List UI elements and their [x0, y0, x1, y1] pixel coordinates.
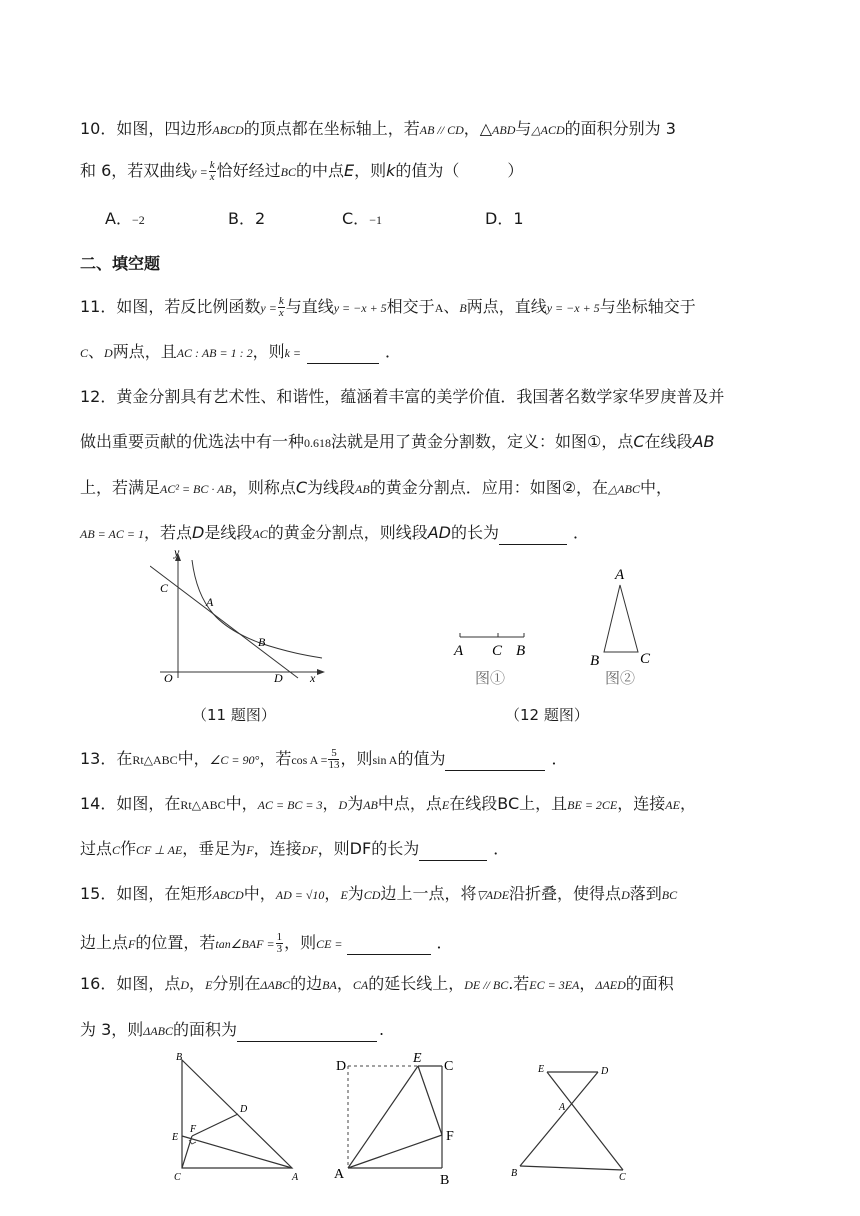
- q10-text: 的值为（ ）: [395, 161, 524, 180]
- q16-answer-blank[interactable]: [237, 1025, 377, 1042]
- q13-line: [80, 748, 568, 771]
- q12-c: C: [633, 432, 645, 451]
- q16-abc: ΔABC: [260, 978, 291, 992]
- q16-text: 的面积: [625, 974, 674, 993]
- q12-text: 的长为: [450, 523, 499, 542]
- option-label: A．: [105, 209, 132, 228]
- q14-text: ，则: [317, 839, 350, 858]
- segment-af: [348, 1135, 442, 1168]
- figure-12: [450, 565, 670, 690]
- q16-text: 的延长线上，: [368, 974, 465, 993]
- q12-cond: AB = AC = 1: [80, 527, 144, 541]
- segment-cf: [182, 1136, 192, 1168]
- q10-text: 和 6，若双曲线: [80, 161, 192, 180]
- q15-text: 落到: [629, 884, 662, 903]
- q14-line2: [80, 838, 509, 861]
- q14-be: BE = 2CE: [567, 798, 618, 812]
- q11-d: D: [104, 346, 113, 360]
- label-b: B: [258, 635, 266, 649]
- q14-answer-blank[interactable]: [419, 844, 487, 861]
- q14-text: 中点，点: [377, 794, 442, 813]
- frac-num: 5: [328, 748, 339, 760]
- q13-rt: Rt△ABC: [132, 753, 178, 767]
- q10-bc: BC: [280, 165, 296, 179]
- q10-line1: [80, 118, 676, 141]
- label-d: D: [240, 1104, 248, 1115]
- q12-line3: [80, 477, 672, 500]
- frac-den: 13: [328, 759, 340, 771]
- q11-line-eq: y = −x + 5: [333, 301, 387, 315]
- q12-text: ．: [572, 523, 589, 542]
- label-e: E: [538, 1064, 545, 1075]
- label-e: E: [172, 1132, 179, 1143]
- q15-ce: CE =: [316, 937, 343, 951]
- q12-text: 是线段: [204, 523, 253, 542]
- q16-text: 16．如图，点: [80, 974, 181, 993]
- q15-text: 的位置，若: [135, 933, 216, 952]
- q12-c: C: [295, 478, 308, 497]
- label-c: C: [174, 1172, 181, 1183]
- q15-e: E: [340, 888, 348, 902]
- q11-text: 与直线: [285, 297, 334, 316]
- q15-tri: ▽ADE: [476, 888, 510, 902]
- frac-den: x: [278, 307, 284, 319]
- q13-angle: ∠C = 90°: [209, 753, 260, 767]
- q14-text: 过点: [80, 839, 113, 858]
- x-arrow: [317, 669, 325, 675]
- q11-c: C: [80, 346, 89, 360]
- q13-fraction: [328, 748, 339, 771]
- q11-y: y =: [260, 301, 277, 315]
- q10-acd: △ACD: [531, 123, 565, 137]
- q10-text: 的顶点都在坐标轴上，若: [243, 119, 420, 138]
- q12-ab: AB: [355, 482, 370, 496]
- q15-line1: [80, 883, 677, 906]
- q10-option-c[interactable]: [342, 208, 382, 231]
- q16-par: DE // BC: [464, 978, 509, 992]
- label-b: B: [176, 1052, 183, 1063]
- q11-a: A: [434, 301, 444, 315]
- q10-k: k: [386, 161, 396, 180]
- q15-text: ，: [324, 884, 341, 903]
- q12-text: 做出重要贡献的优选法中有一种: [80, 432, 305, 451]
- q11-line1: [80, 296, 696, 319]
- q16-text: ，: [579, 974, 596, 993]
- q14-text: 在线段: [449, 794, 498, 813]
- q11-text: ，则: [252, 342, 285, 361]
- label-a: A: [334, 1167, 345, 1182]
- q14-cond: AC = BC = 3: [257, 798, 323, 812]
- q14-text: ，: [322, 794, 339, 813]
- q13-sin: sin A: [372, 753, 398, 767]
- q12-ac: AC: [252, 527, 268, 541]
- frac-num: k: [209, 159, 215, 171]
- q15-fraction: [276, 932, 284, 955]
- q16-ca: CA: [352, 978, 369, 992]
- q10-abd: ABD: [492, 123, 516, 137]
- q12-text: ，若点: [143, 523, 192, 542]
- q12-text: ，则称点: [231, 478, 296, 497]
- q14-text: 14．如图，在: [80, 794, 181, 813]
- label-y: y: [174, 548, 180, 559]
- q14-line1: [80, 793, 696, 816]
- q11-text: ．: [385, 342, 402, 361]
- q10-text: 的面积分别为 3: [564, 119, 676, 138]
- q15-bc: BC: [661, 888, 678, 902]
- q10-text: ，则: [354, 161, 387, 180]
- q10-e: E: [343, 161, 355, 180]
- figure-11: [150, 548, 340, 688]
- q12-formula: AC² = BC · AB: [160, 482, 232, 496]
- q14-f: F: [246, 843, 254, 857]
- label-d: D: [601, 1066, 609, 1077]
- figure-16: [505, 1060, 635, 1185]
- q11-text: 、: [443, 297, 460, 316]
- q11-fraction: [278, 296, 285, 319]
- label-a: A: [292, 1172, 299, 1183]
- q14-ab: AB: [363, 798, 378, 812]
- figure-11-caption: （11 题图）: [192, 706, 276, 724]
- q11-line-eq: y = −x + 5: [546, 301, 600, 315]
- q15-text: 沿折叠，使得点: [509, 884, 622, 903]
- q14-text: 的长为: [371, 839, 420, 858]
- label-e: E: [413, 1051, 422, 1066]
- label-d: D: [336, 1059, 347, 1074]
- q11-text: 两点，且: [112, 342, 177, 361]
- label-f: F: [190, 1124, 197, 1135]
- q10-text: 与: [515, 119, 532, 138]
- q15-text: 中，: [243, 884, 276, 903]
- figure-15: [330, 1048, 470, 1188]
- q15-d: D: [621, 888, 630, 902]
- q12-0618: 0.618: [304, 436, 332, 450]
- q12-text: 为线段: [307, 478, 356, 497]
- q15-tan: tan∠BAF =: [215, 937, 275, 951]
- q16-d: D: [180, 978, 190, 992]
- q16-text: 的边: [290, 974, 323, 993]
- label-o: O: [164, 671, 173, 685]
- section-heading: 二、填空题: [80, 254, 161, 273]
- q14-text: 上，且: [519, 794, 568, 813]
- q14-text: ，连接: [253, 839, 302, 858]
- q15-line2: [80, 932, 453, 955]
- q12-line2: [80, 431, 714, 454]
- hyperbola-curve: [192, 560, 322, 658]
- q15-f: F: [128, 937, 136, 951]
- q10-option-b[interactable]: [228, 208, 265, 230]
- q12-d: D: [192, 523, 205, 542]
- segment-db: [520, 1072, 598, 1166]
- segment-fd: [192, 1114, 238, 1136]
- q16-text: 的面积为: [173, 1020, 238, 1039]
- q11-b: B: [459, 301, 467, 315]
- q14-text: 为: [347, 794, 364, 813]
- frac-num: 1: [276, 931, 283, 943]
- q10-text: 10．如图，四边形: [80, 119, 213, 138]
- q13-text: 中，: [177, 749, 210, 768]
- fig2-label: 图②: [605, 671, 636, 687]
- frac-den: x: [209, 171, 215, 183]
- q15-text: 边上一点，将: [380, 884, 477, 903]
- q13-cos: cos A =: [291, 753, 328, 767]
- label-a: A: [454, 643, 464, 659]
- q14-text: ，连接: [617, 794, 666, 813]
- label-d: D: [274, 671, 283, 685]
- label-tri-a: A: [615, 567, 625, 583]
- label-c: C: [492, 643, 503, 659]
- q10-option-d[interactable]: [485, 208, 524, 230]
- q16-text: ，: [336, 974, 353, 993]
- q14-c: C: [112, 843, 121, 857]
- label-c: C: [619, 1172, 626, 1183]
- fold-ae: [348, 1066, 418, 1168]
- q14-df: DF: [301, 843, 318, 857]
- q12-text: 的黄金分割点，则线段: [267, 523, 428, 542]
- q16-text: .若: [508, 974, 530, 993]
- triangle-abc: [604, 585, 638, 652]
- q13-text: ，则: [340, 749, 373, 768]
- figure-12-caption: （12 题图）: [505, 706, 589, 724]
- q16-line1: [80, 973, 674, 996]
- line-cd: [150, 566, 298, 678]
- option-label: C．: [342, 209, 370, 228]
- q16-text: 分别在: [212, 974, 261, 993]
- label-x: x: [310, 671, 316, 685]
- label-a: A: [559, 1102, 566, 1113]
- q12-ad: AD: [427, 523, 451, 542]
- q12-text: 的黄金分割点．应用：如图②，在: [369, 478, 609, 497]
- q14-df2: DF: [349, 839, 372, 858]
- q15-text: 15．如图，在矩形: [80, 884, 213, 903]
- q16-line2: [80, 1019, 384, 1042]
- q13-text: ．: [551, 749, 568, 768]
- label-tri-c: C: [640, 651, 651, 667]
- label-b: B: [440, 1173, 450, 1188]
- option-value: −1: [369, 213, 382, 227]
- q10-line2: [80, 160, 523, 183]
- q11-line2: [80, 341, 401, 364]
- q16-ba: BA: [322, 978, 337, 992]
- q10-parallel: AB // CD: [419, 123, 464, 137]
- q14-text: ，垂足为: [182, 839, 247, 858]
- label-b: B: [516, 643, 526, 659]
- label-tri-b: B: [590, 653, 600, 669]
- label-c: C: [160, 581, 169, 595]
- frac-num: k: [278, 295, 284, 307]
- q14-text: 中，: [225, 794, 258, 813]
- q14-rt: Rt△ABC: [180, 798, 226, 812]
- q16-aed: ΔAED: [595, 978, 626, 992]
- figure-14: [168, 1052, 308, 1187]
- q14-text: 作: [120, 839, 137, 858]
- q13-text: ，若: [259, 749, 292, 768]
- option-value: −2: [131, 213, 145, 227]
- q12-text: 法就是用了黄金分割数，定义：如图①，点: [331, 432, 634, 451]
- q14-d: D: [338, 798, 348, 812]
- q16-text: ，: [189, 974, 206, 993]
- q11-answer-blank[interactable]: [307, 347, 379, 364]
- q14-text: ．: [493, 839, 510, 858]
- q14-perp: CF ⊥ AE: [136, 843, 183, 857]
- q12-ab: AB: [692, 432, 715, 451]
- q14-ae: AE: [665, 798, 680, 812]
- q13-answer-blank[interactable]: [445, 754, 545, 771]
- q14-e: E: [441, 798, 450, 812]
- q10-y: y =: [191, 165, 208, 179]
- q11-text: 相交于: [386, 297, 435, 316]
- q10-option-a[interactable]: [105, 208, 145, 231]
- label-f: F: [446, 1129, 454, 1144]
- q13-text: 的值为: [397, 749, 446, 768]
- q10-abcd: ABCD: [212, 123, 244, 137]
- q12-text: 中，: [639, 478, 672, 497]
- fig1-label: 图①: [475, 671, 506, 687]
- q12-text: 在线段: [644, 432, 693, 451]
- segment-ec: [547, 1072, 623, 1170]
- q15-abcd: ABCD: [212, 888, 244, 902]
- q14-text: ，: [679, 794, 696, 813]
- q15-text: 为: [347, 884, 364, 903]
- label-b: B: [511, 1168, 518, 1179]
- q11-k: k =: [284, 346, 302, 360]
- q15-text: ，则: [284, 933, 317, 952]
- q15-cd: CD: [363, 888, 381, 902]
- option-label: B．2: [228, 209, 266, 228]
- q16-abc: ΔABC: [143, 1024, 173, 1038]
- q10-text: 的中点: [295, 161, 344, 180]
- frac-den: 3: [276, 943, 283, 955]
- segment-ef: [418, 1066, 442, 1135]
- q15-ad: AD = √10: [275, 888, 325, 902]
- q11-text: 11．如图，若反比例函数: [80, 297, 261, 316]
- q15-text: ．: [436, 933, 453, 952]
- q12-answer-blank[interactable]: [499, 528, 567, 545]
- label-a: A: [206, 595, 214, 609]
- q12-triangle: △ABC: [608, 482, 640, 496]
- segment-bc: [520, 1166, 623, 1170]
- q12-text: 上，若满足: [80, 478, 161, 497]
- q11-text: 与坐标轴交于: [599, 297, 696, 316]
- q10-text: 恰好经过: [216, 161, 281, 180]
- q16-text: .: [379, 1020, 385, 1039]
- q15-text: 边上点: [80, 933, 129, 952]
- q16-ec: EC = 3EA: [529, 978, 580, 992]
- q11-text: 、: [88, 342, 105, 361]
- label-c: C: [444, 1059, 454, 1074]
- q10-text: ，△: [463, 119, 493, 138]
- q10-fraction: [209, 160, 216, 183]
- q12-line1: 12．黄金分割具有艺术性、和谐性，蕴涵着丰富的美学价值．我国著名数学家华罗庚普及并: [80, 387, 725, 406]
- q16-text: 为 3，则: [80, 1020, 144, 1039]
- option-label: D．1: [485, 209, 524, 228]
- q15-answer-blank[interactable]: [347, 938, 431, 955]
- q12-line4: [80, 522, 589, 545]
- q14-bc: BC: [497, 794, 520, 813]
- q16-e: E: [205, 978, 213, 992]
- q11-text: 两点，直线: [466, 297, 547, 316]
- q13-text: 13．在: [80, 749, 133, 768]
- q11-ratio: AC : AB = 1 : 2: [176, 346, 253, 360]
